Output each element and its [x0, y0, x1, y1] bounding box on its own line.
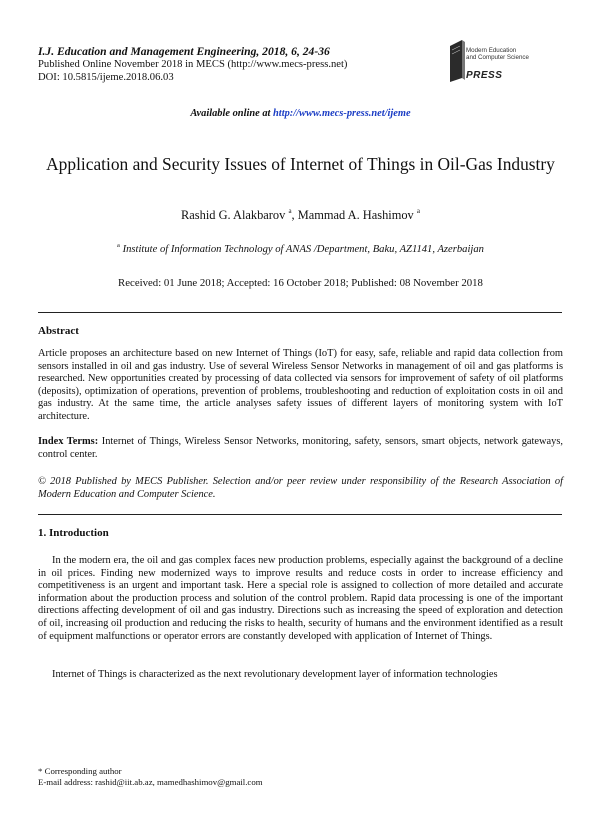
paper-title: Application and Security Issues of Internet of Things in Oil-Gas Industry: [46, 154, 555, 174]
book-icon: [448, 38, 466, 84]
doi: DOI: 10.5815/ijeme.2018.06.03: [38, 71, 174, 83]
index-terms: Index Terms: Internet of Things, Wireless Sensor Networks, monitoring, safety, sensors, smart objects, network gateways, control center.: [38, 436, 563, 460]
intro-paragraph-2: Internet of Things is characterized as the next revolutionary development layer of information technologies: [52, 669, 498, 680]
author-1-affil-mark: a: [288, 207, 292, 215]
author-2: Mammad A. Hashimov: [297, 208, 414, 222]
footnote: [38, 766, 263, 788]
affiliation: $^a$ Institute of Information Technology of ANAS /Department, Baku, AZ1141, Azerbaijan: [117, 242, 484, 255]
email-address: E-mail address: rashid@iit.ab.az, mamedhashimov@gmail.com: [38, 777, 263, 787]
received-dates: Received: 01 June 2018; Accepted: 16 October 2018; Published: 08 November 2018: [118, 277, 483, 289]
available-online: Available online at http://www.mecs-press.net/ijeme: [190, 108, 411, 119]
author-1: Rashid G. Alakbarov: [181, 208, 286, 222]
divider: [38, 514, 562, 515]
intro-paragraph-1: In the modern era, the oil and gas complex faces new production problems, especially against the background of a decline in oil prices. Finding new modernized ways to improve results and reduce costs in order to increase efficiency and competitiveness is an urgent and important task. Here a special role is assigned to collection of more detailed and accurate information about the production process and solution of the control problem. Rapid data processing is one of the important directions affecting development of oil and gas industry. Directions such as increasing the speed of exploration and detection of oil, increasing oil production and reducing the risks to health, security of humans and the environment identified as a result of equipment malfunctions or operator errors are constantly developed with application of Internet of Things.: [38, 555, 563, 642]
corresponding-author-note: * Corresponding author: [38, 766, 122, 776]
section-heading-introduction: 1. Introduction: [38, 527, 109, 539]
index-terms-label: Index Terms:: [38, 436, 99, 447]
published-online: Published Online November 2018 in MECS (http://www.mecs-press.net): [38, 59, 348, 70]
publisher-logo: [448, 38, 548, 90]
divider: [38, 312, 562, 313]
authors: Rashid G. Alakbarov $^a$, Mammad A. Hashimov $^a$: [181, 207, 420, 222]
copyright-notice: © 2018 Published by MECS Publisher. Selection and/or peer review under responsibility of the Research Association of Modern Education and Computer Science.: [38, 476, 563, 500]
journal-url-link[interactable]: http://www.mecs-press.net/ijeme: [273, 108, 411, 119]
abstract-heading: Abstract: [38, 325, 79, 337]
abstract-text: Article proposes an architecture based on new Internet of Things (IoT) for easy, safe, reliable and rapid data collection from sensors installed in oil and gas industry. Use of several Wireless Sensor Networks in management of oil and gas platforms is researched. New opportunities created by processing of data collected via sensors for improvement of safety of oil platforms (deposits), optimization of operations, prevention of problems, troubleshooting and reduction of exploitation costs in oil and gas industry. At the same time, the article analyses safety issues of different layers of monitoring system with IoT architecture.: [38, 348, 563, 422]
journal-header: [38, 45, 398, 84]
author-2-affil-mark: a: [416, 207, 420, 215]
journal-citation: I.J. Education and Management Engineering, 2018, 6, 24-36: [38, 45, 330, 58]
logo-press: PRESS: [466, 70, 503, 81]
logo-text: Modern Education and Computer Science: [466, 47, 529, 61]
